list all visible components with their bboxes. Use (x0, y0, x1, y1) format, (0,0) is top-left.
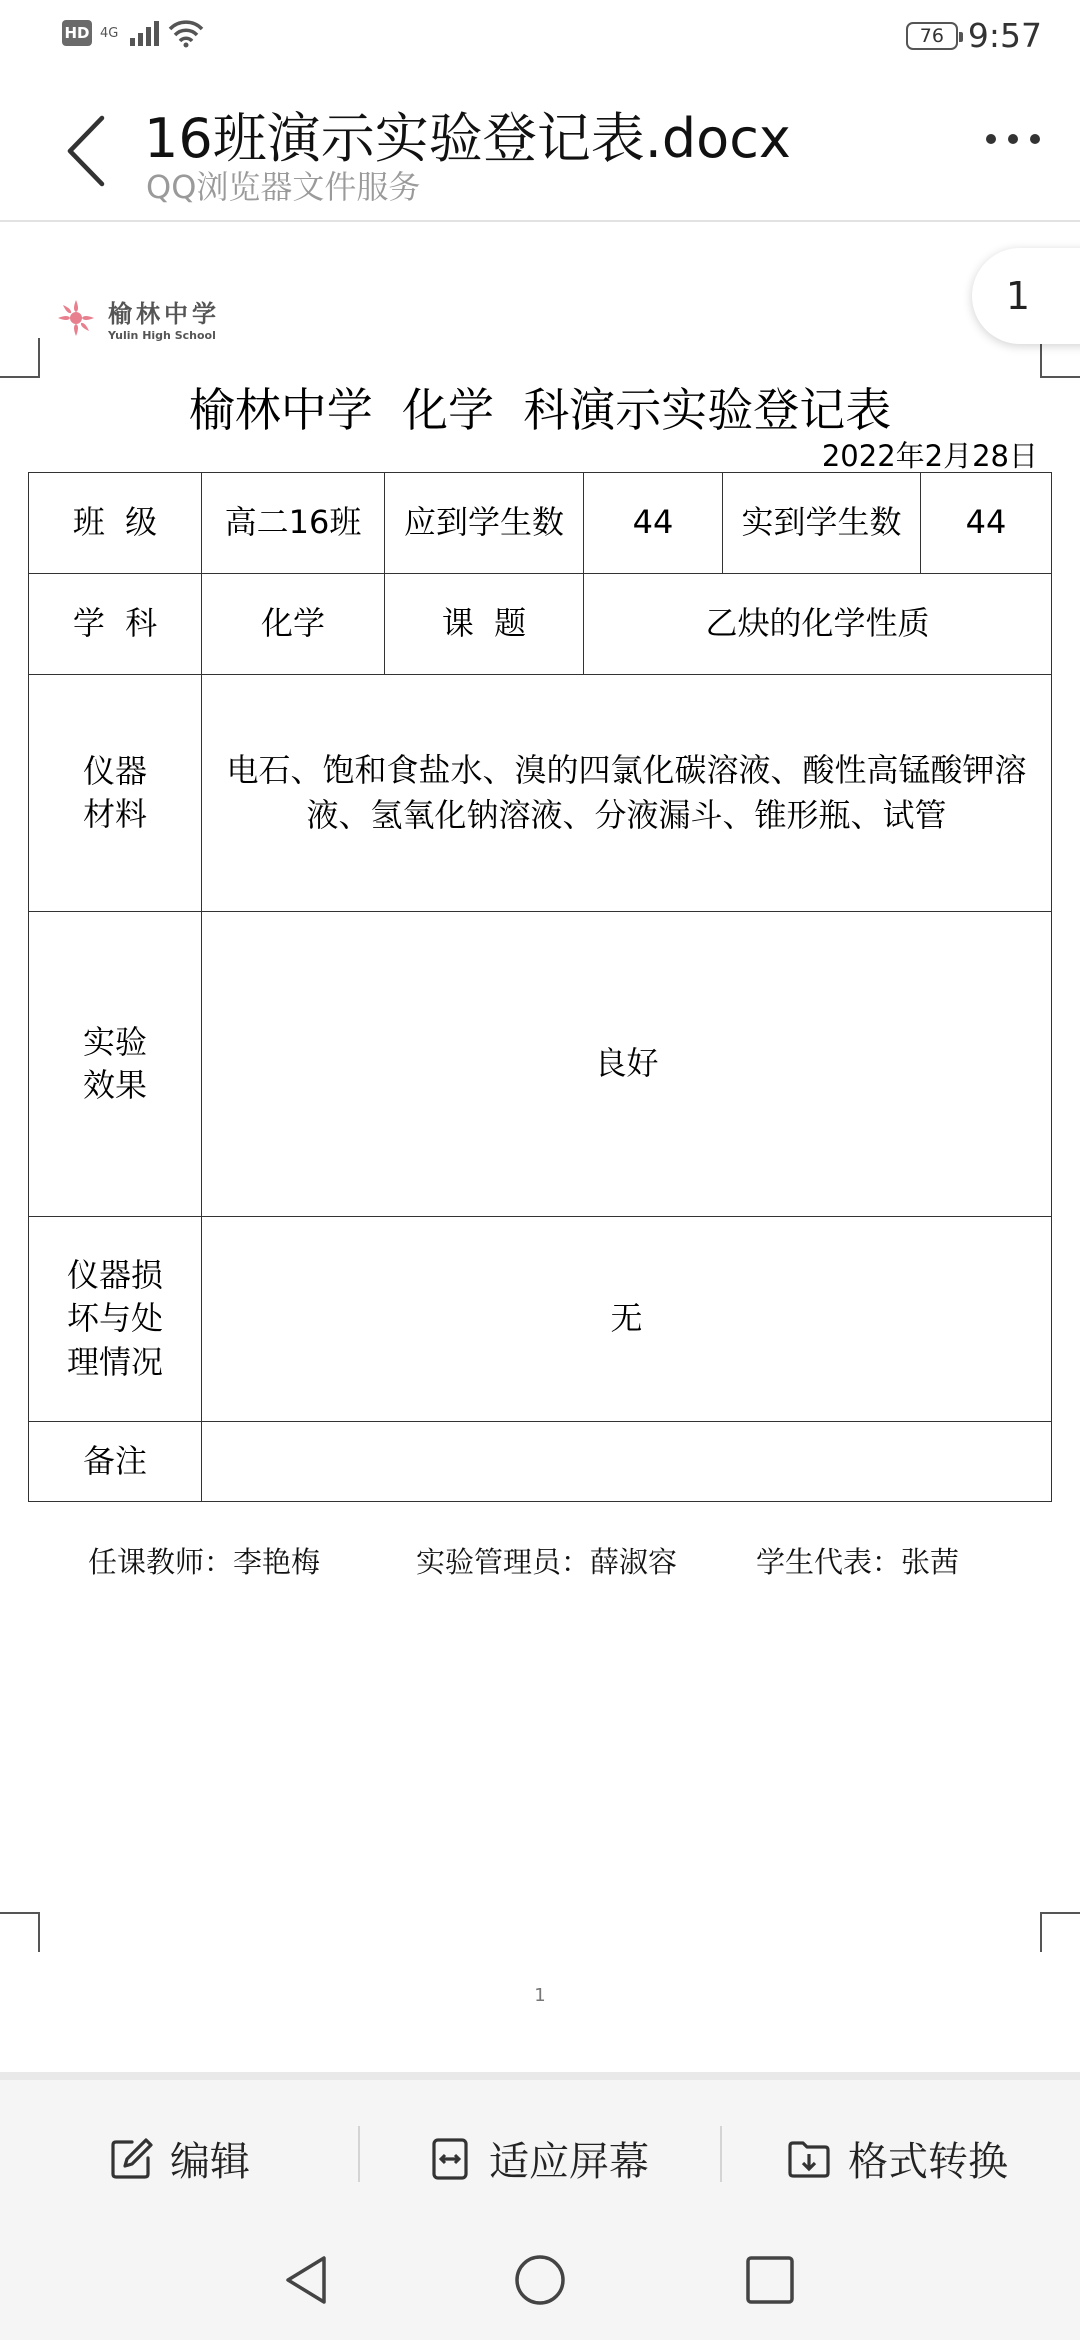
document-source: QQ浏览器文件服务 (146, 168, 421, 206)
hd-badge: HD (62, 20, 92, 46)
logo-chinese: 榆林中学 (108, 299, 220, 328)
school-logo (54, 294, 220, 342)
page-corner-mark (0, 338, 40, 378)
table-row (29, 574, 1052, 675)
expected-value: 44 (584, 473, 723, 574)
page-indicator[interactable]: 1 (972, 248, 1080, 344)
convert-format-label: 格式转换 (848, 2139, 1008, 2185)
materials-value: 电石、饱和食盐水、溴的四氯化碳溶液、酸性高锰酸钾溶液、氢氧化钠溶液、分液漏斗、锥形瓶、试管 (202, 675, 1052, 912)
table-row (29, 1217, 1052, 1422)
nav-recents-icon[interactable] (742, 2252, 798, 2308)
manager-signature: 实验管理员：薛淑容 (416, 1545, 678, 1579)
damage-value: 无 (202, 1217, 1052, 1422)
page-corner-mark (1040, 1912, 1080, 1952)
remarks-value (202, 1422, 1052, 1502)
table-row (29, 1422, 1052, 1502)
wifi-icon (167, 18, 205, 48)
actual-label: 实到学生数 (723, 473, 921, 574)
app-header (0, 76, 1080, 222)
more-options-icon[interactable] (986, 134, 1040, 144)
form-title: 榆林中学 化学 科演示实验登记表 (188, 383, 892, 437)
convert-format-button[interactable] (786, 2130, 1008, 2187)
status-bar (0, 0, 1080, 76)
page-corner-mark (1040, 338, 1080, 378)
document-title: 16班演示实验登记表.docx (144, 107, 791, 170)
page-corner-mark (0, 1912, 40, 1952)
nav-back-icon[interactable] (280, 2252, 336, 2308)
system-nav-bar (0, 2222, 1080, 2340)
fit-screen-icon (427, 2136, 473, 2182)
toolbar-divider (720, 2126, 722, 2182)
table-row (29, 675, 1052, 912)
battery-icon (906, 22, 958, 50)
status-left (62, 18, 205, 48)
battery-level: 76 (919, 24, 944, 47)
page-number: 1 (534, 1985, 546, 2006)
table-row (29, 473, 1052, 574)
topic-label: 课 题 (385, 574, 584, 675)
edit-label: 编辑 (170, 2139, 250, 2185)
edit-icon (108, 2136, 154, 2182)
materials-label: 仪器 材料 (29, 675, 202, 912)
toolbar-divider (358, 2126, 360, 2182)
back-arrow-icon[interactable] (62, 112, 112, 190)
effect-label: 实验 效果 (29, 912, 202, 1217)
topic-value: 乙炔的化学性质 (584, 574, 1052, 675)
damage-label: 仪器损 坏与处 理情况 (29, 1217, 202, 1422)
class-label: 班 级 (29, 473, 202, 574)
class-value: 高二16班 (202, 473, 385, 574)
fit-screen-label: 适应屏幕 (489, 2139, 649, 2185)
edit-button[interactable] (108, 2130, 250, 2187)
teacher-signature: 任课教师：李艳梅 (88, 1545, 321, 1579)
logo-english: Yulin High School (108, 329, 216, 342)
signal-icon (130, 20, 159, 46)
folder-download-icon (786, 2136, 832, 2182)
effect-value: 良好 (202, 912, 1052, 1217)
student-signature: 学生代表：张茜 (756, 1545, 960, 1579)
fit-screen-button[interactable] (427, 2130, 649, 2187)
nav-home-icon[interactable] (512, 2252, 568, 2308)
subject-label: 学 科 (29, 574, 202, 675)
status-right (906, 16, 1042, 55)
school-emblem-icon (54, 296, 98, 340)
bottom-toolbar (0, 2072, 1080, 2222)
form-date: 2022年2月28日 (821, 439, 1038, 473)
subject-value: 化学 (202, 574, 385, 675)
registration-table (28, 472, 1052, 1502)
network-type: 4G (100, 25, 119, 41)
expected-label: 应到学生数 (385, 473, 584, 574)
remarks-label: 备注 (29, 1422, 202, 1502)
actual-value: 44 (921, 473, 1052, 574)
signature-line (88, 1540, 959, 1581)
clock: 9:57 (967, 16, 1042, 55)
table-row (29, 912, 1052, 1217)
